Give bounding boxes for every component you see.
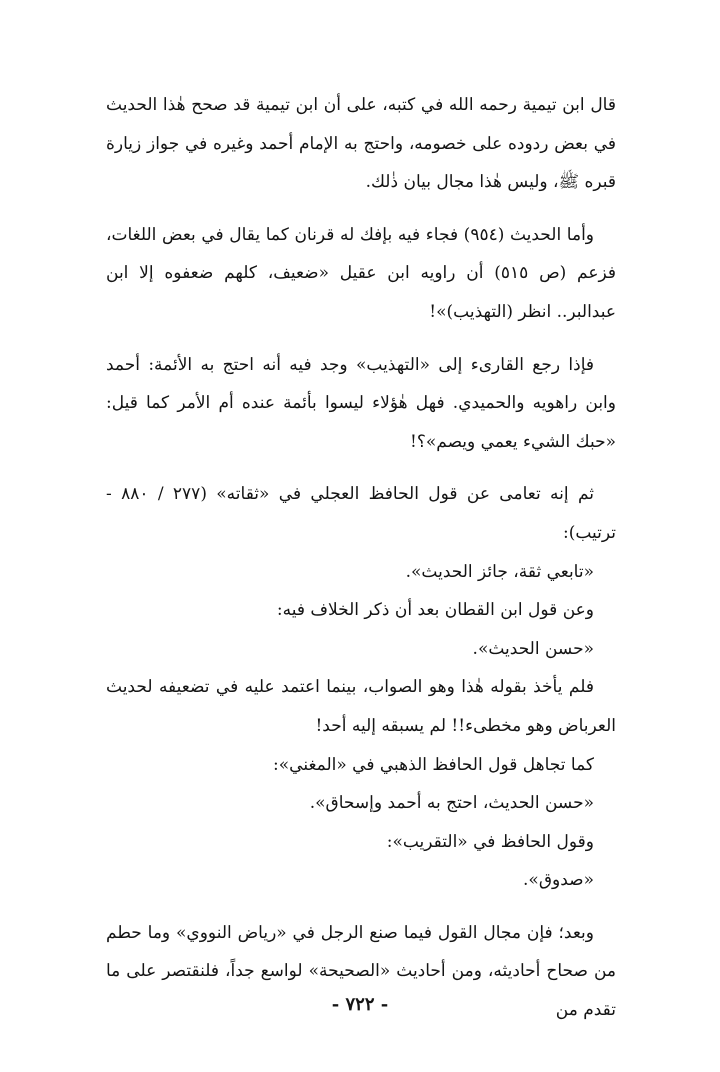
paragraph-ibn-taymiyya: قال ابن تيمية رحمه الله في كتبه، على أن ابن تيمية قد صحح هٰذا الحديث في بعض ردوده على خصومه، واحتج به الإمام أحمد وغيره في جواز زيارة قبره ﷺ، وليس هٰذا مجال بيان ذٰلك. [106,95,616,193]
quote-taqrib: «صدوق». [523,870,594,891]
paragraph-ibn-qattan: وعن قول ابن القطان بعد أن ذكر الخلاف فيه: [276,600,594,621]
paragraph-taqrib: وقول الحافظ في «التقريب»: [386,831,594,852]
quote-dhahabi: «حسن الحديث، احتج به أحمد وإسحاق». [309,793,594,814]
paragraph-irbad: فلم يأخذ بقوله هٰذا وهو الصواب، بينما اعتمد عليه في تضعيفه لحديث العرباض وهو مخطىء!! لم يسبقه إليه أحد! [106,677,616,736]
paragraph-dhahabi-mughni: كما تجاهل قول الحافظ الذهبي في «المغني»: [273,754,594,775]
paragraph-tahdhib-reader: فإذا رجع القارىء إلى «التهذيب» وجد فيه أنه احتج به الأئمة: أحمد وابن راهويه والحميدي. فهل هٰؤلاء ليسوا بأئمة عنده أم الأمر كما قيل: «حبك الشيء يعمي ويصم»؟! [106,354,616,452]
paragraph-conclusion: وبعد؛ فإن مجال القول فيما صنع الرجل في «رياض النووي» وما حطم من صحاح أحاديثه، ومن أحاديث «الصحيحة» لواسع جداً، فلنقتصر على ما تقدم من [106,922,616,1021]
quote-ibn-qattan: «حسن الحديث». [472,638,594,659]
quote-ijli: «تابعي ثقة، جائز الحديث». [405,561,594,582]
paragraph-ijli-thiqat: ثم إنه تعامى عن قول الحافظ العجلي في «ثقاته» (٢٧٧ / ٨٨٠ - ترتيب): [106,484,616,543]
paragraph-hadith-954: وأما الحديث (٩٥٤) فجاء فيه بإفك له قرنان كما يقال في بعض اللغات، فزعم (ص ٥١٥) أن راويه ابن عقيل «ضعيف، كلهم ضعفوه إلا ابن عبدالبر.. انظر (التهذيب)»! [106,224,616,322]
page-number: - ٧٢٢ - [331,994,389,1015]
body-text [106,86,616,1030]
